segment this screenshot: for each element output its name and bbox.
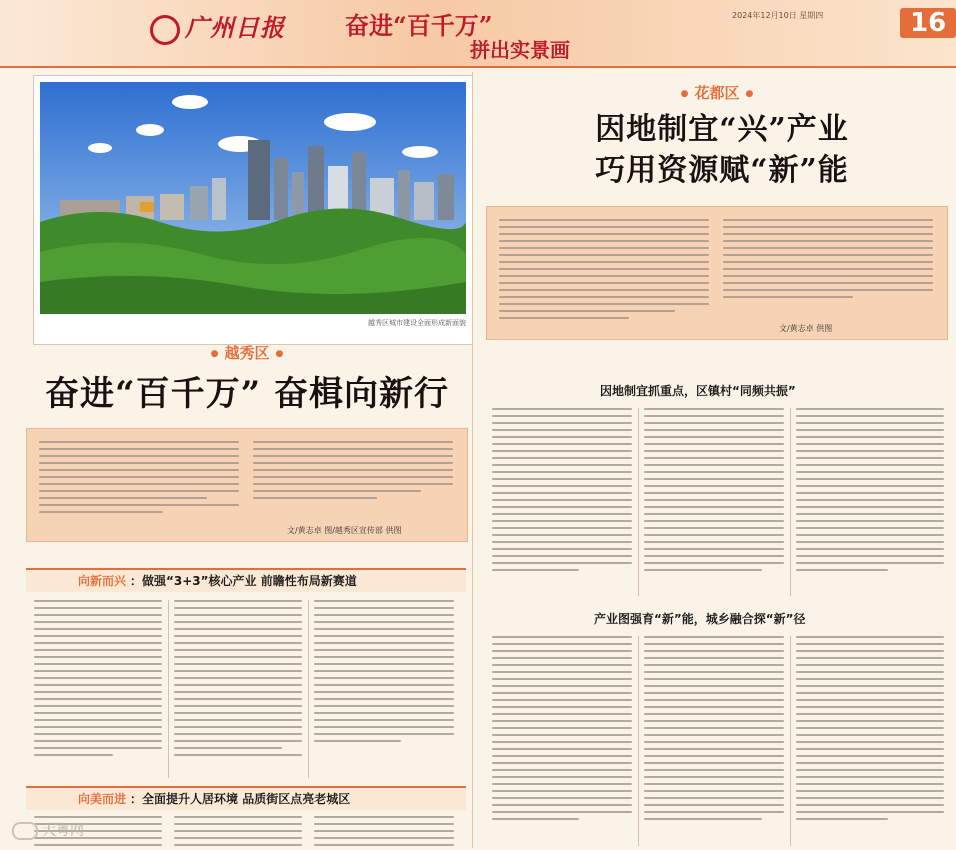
- column-divider: [308, 600, 309, 778]
- body-col-2: [644, 408, 784, 596]
- skyline-image: [40, 82, 466, 314]
- subhead-text-1: ：做强“3+3”核心产业 前瞻性布局新赛道: [130, 574, 357, 588]
- body-col-5: [174, 816, 302, 850]
- logo-text: 广州日报: [185, 13, 285, 42]
- lead-text-col1: [499, 219, 709, 329]
- headline-yuexiu: 奋进“百千万” 奋楫向新行: [45, 374, 449, 414]
- headline-huadu-line2: 巧用资源赋“新”能: [595, 152, 849, 188]
- section-tag-huadu: ● 花都区 ●: [652, 82, 782, 103]
- lead-box-huadu: [486, 206, 948, 340]
- left-article: [12, 70, 482, 850]
- body-col-1: [492, 408, 632, 596]
- photo-caption: 越秀区城市建设全面形成新面貌: [368, 319, 466, 327]
- body-col-3: [796, 408, 944, 596]
- dateline: 2024年12月10日 星期四: [732, 11, 824, 20]
- column-divider: [168, 600, 169, 778]
- column-divider: [638, 636, 639, 846]
- subhead-yuexiu-2: [78, 790, 350, 807]
- city-skyline-photo: [40, 82, 466, 314]
- photo-frame: [34, 76, 472, 344]
- body-col-4: [492, 636, 632, 846]
- page-number: 16: [900, 8, 956, 38]
- column-divider: [790, 636, 791, 846]
- lead-text-col2: [723, 219, 933, 315]
- watermark: [12, 820, 84, 840]
- page-center-divider: [472, 72, 473, 848]
- subhead-text-2: ：全面提升人居环境 品质街区点亮老城区: [130, 792, 351, 806]
- body-col-1: [34, 600, 162, 778]
- byline-huadu: 文/黄志卓 供图: [779, 324, 833, 333]
- byline-yuexiu: 文/黄志卓 图/越秀区宣传部 供图: [287, 526, 402, 535]
- right-article: [482, 70, 956, 850]
- watermark-text: 大粤网: [42, 823, 84, 839]
- subhead-kicker-1: 向新而兴: [78, 574, 127, 588]
- lead-box-yuexiu: [26, 428, 468, 542]
- logo-emblem-icon: [150, 15, 180, 45]
- body-col-2: [174, 600, 302, 778]
- body-col-3: [314, 600, 454, 778]
- body-col-6: [796, 636, 944, 846]
- headline-huadu-line1: 因地制宜“兴”产业: [595, 112, 849, 147]
- newspaper-logo: [150, 8, 285, 45]
- column-divider: [638, 408, 639, 596]
- column-banner-line1: 奋进“百千万”: [345, 11, 493, 40]
- masthead: [0, 0, 956, 68]
- column-divider: [790, 408, 791, 596]
- subhead-kicker-2: 向美而进: [78, 792, 127, 806]
- headline-huadu: [522, 110, 922, 191]
- watermark-logo-icon: [12, 822, 38, 840]
- lead-text-col2: [253, 441, 453, 521]
- subhead-huadu-2: 产业图强育“新”能，城乡融合探“新”径: [594, 612, 806, 626]
- section-tag-yuexiu: ● 越秀区 ●: [182, 342, 312, 363]
- body-col-6: [314, 816, 454, 850]
- column-banner-line2: 拼出实景画: [470, 38, 570, 62]
- subhead-yuexiu-1: [78, 572, 357, 589]
- subhead-huadu-1: 因地制宜抓重点，区镇村“同频共振”: [600, 384, 796, 398]
- lead-text-col1: [39, 441, 239, 521]
- body-col-5: [644, 636, 784, 846]
